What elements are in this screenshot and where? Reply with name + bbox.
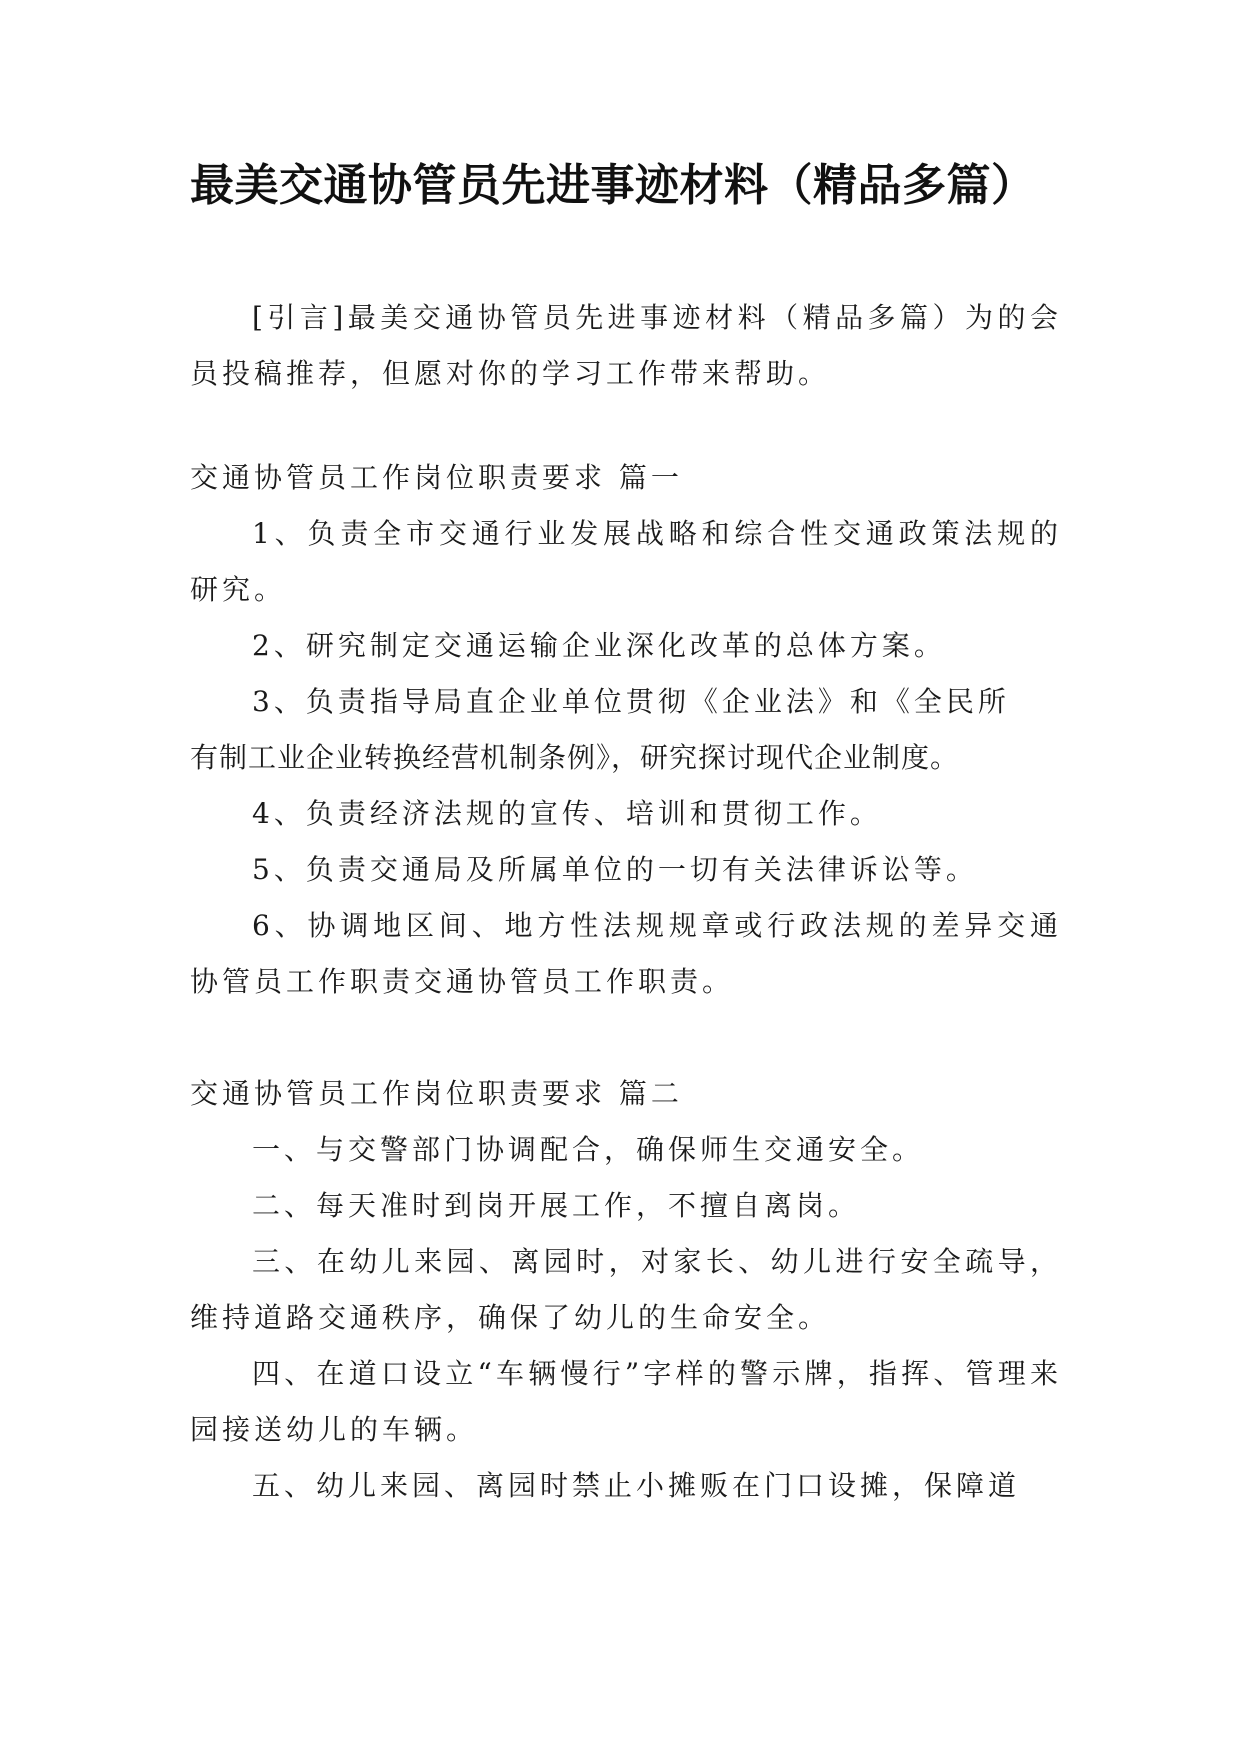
section-paragraph: 三、在幼儿来园、离园时，对家长、幼儿进行安全疏导，维持道路交通秩序，确保了幼儿的生命安全。 (190, 1245, 1062, 1334)
section-2 (190, 1066, 1062, 1514)
section-paragraph: 6、协调地区间、地方性法规规章或行政法规的差异交通协管员工作职责交通协管员工作职责。 (190, 909, 1062, 998)
section-1 (190, 450, 1062, 1010)
section-paragraph: 3、负责指导局直企业单位贯彻《企业法》和《全民所 (252, 685, 1010, 718)
section-paragraph: 5、负责交通局及所属单位的一切有关法律诉讼等。 (252, 853, 978, 886)
document-title: 最美交通协管员先进事迹材料（精品多篇） (190, 160, 1036, 211)
section-paragraph: 2、研究制定交通运输企业深化改革的总体方案。 (252, 629, 946, 662)
section-paragraph: 1、负责全市交通行业发展战略和综合性交通政策法规的研究。 (190, 517, 1062, 606)
intro-paragraph: [引言]最美交通协管员先进事迹材料（精品多篇）为的会员投稿推荐，但愿对你的学习工作带来帮助。 (190, 301, 1062, 390)
section-heading: 交通协管员工作岗位职责要求 篇一 (190, 461, 683, 494)
section-paragraph: 五、幼儿来园、离园时禁止小摊贩在门口设摊，保障道 (252, 1469, 1021, 1502)
document-body (190, 290, 1062, 1514)
section-paragraph-continuation: 有制工业企业转换经营机制条例》，研究探讨现代企业制度。 (190, 741, 960, 774)
section-spacer (190, 402, 1062, 450)
section-heading: 交通协管员工作岗位职责要求 篇二 (190, 1077, 683, 1110)
section-paragraph: 二、每天准时到岗开展工作，不擅自离岗。 (252, 1189, 861, 1222)
section-paragraph: 四、在道口设立“车辆慢行”字样的警示牌，指挥、管理来园接送幼儿的车辆。 (190, 1357, 1062, 1446)
section-paragraph: 4、负责经济法规的宣传、培训和贯彻工作。 (252, 797, 882, 830)
section-paragraph: 一、与交警部门协调配合，确保师生交通安全。 (252, 1133, 925, 1166)
section-spacer (190, 1010, 1062, 1066)
